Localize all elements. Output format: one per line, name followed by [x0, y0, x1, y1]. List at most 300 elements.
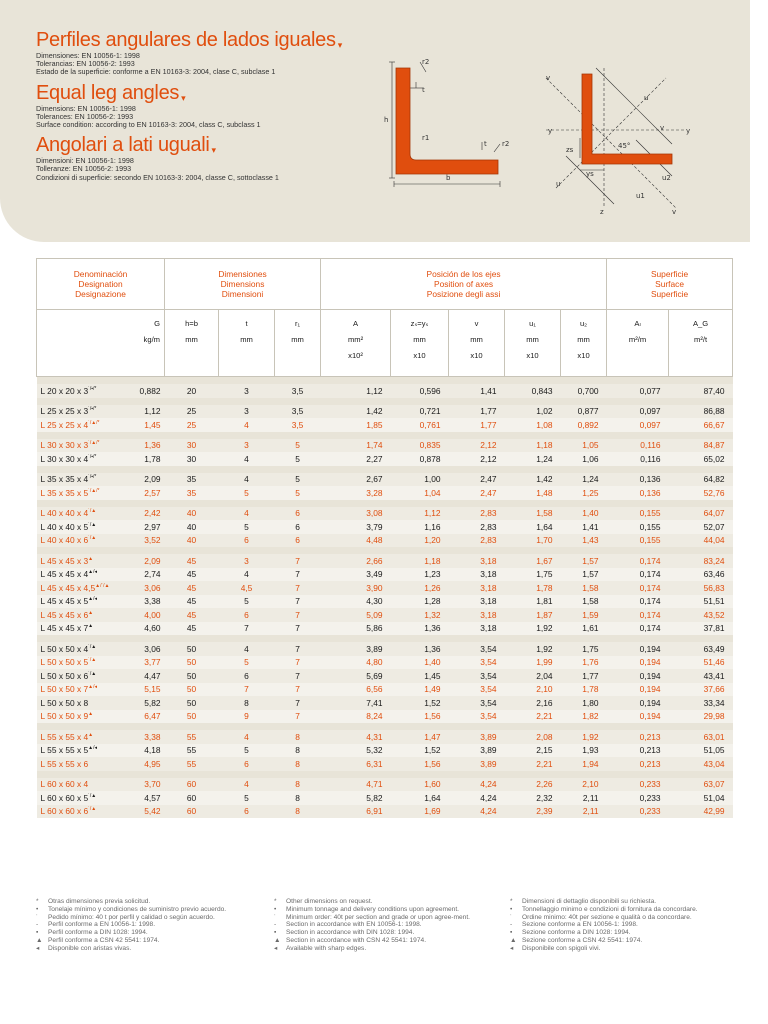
footnote-item — [274, 914, 494, 922]
designation-cell — [37, 669, 121, 683]
footnote-mark: ▪ — [274, 929, 277, 937]
footnote-text: Perfil conforme a CSN 42 5541: 1974. — [48, 936, 160, 944]
value-cell: 2,10 — [561, 778, 607, 792]
value-cell: 60 — [165, 778, 219, 792]
value-cell: 45 — [165, 554, 219, 568]
value-cell: 1,56 — [391, 757, 449, 771]
value-cell: 4,60 — [121, 622, 165, 636]
title-es-text: Perfiles angulares de lados iguales — [36, 29, 336, 51]
value-cell: 1,48 — [505, 486, 561, 500]
value-cell: 4,5 — [219, 581, 275, 595]
header-text — [36, 28, 356, 186]
footnote-marks: ▲/◂ — [88, 745, 98, 752]
footnote-mark: ◂ — [36, 944, 40, 952]
value-cell: 8 — [275, 805, 321, 819]
unit-header-line: r₁ — [294, 319, 301, 328]
value-cell: 40 — [165, 534, 219, 548]
table-row — [37, 554, 733, 568]
spec-line: Tolerances: EN 10056-2: 1993 — [36, 111, 134, 121]
value-cell: 5,69 — [321, 669, 391, 683]
value-cell: 1,94 — [561, 757, 607, 771]
value-cell: 0,233 — [607, 791, 669, 805]
value-cell: 3,89 — [449, 730, 505, 744]
spacer-cell — [37, 377, 733, 385]
value-cell: 2,09 — [121, 473, 165, 487]
value-cell: 2,97 — [121, 520, 165, 534]
value-cell: 0,116 — [607, 439, 669, 453]
table-row — [37, 439, 733, 453]
footnote-text: Minimum tonnage and delivery conditions upon agreement. — [286, 905, 460, 913]
footnote-mark: - — [274, 921, 277, 929]
value-cell: 8 — [275, 730, 321, 744]
value-cell: 3,54 — [449, 683, 505, 697]
designation-cell — [37, 608, 121, 622]
footnote-column — [36, 898, 256, 953]
value-cell: 4 — [219, 642, 275, 656]
designation-cell — [37, 439, 121, 453]
footnote-marks: ▲ — [88, 623, 94, 630]
group-header-row — [37, 259, 733, 310]
footnote-mark: * — [36, 898, 39, 905]
title-it — [36, 133, 356, 157]
value-cell: 51,51 — [669, 595, 733, 609]
value-cell: 1,00 — [391, 473, 449, 487]
spacer-cell — [37, 771, 733, 778]
value-cell: 1,16 — [391, 520, 449, 534]
value-cell: 4,80 — [321, 656, 391, 670]
designation-text: L 50 x 50 x 7 — [40, 684, 89, 695]
designation-text: L 45 x 45 x 4,5 — [40, 582, 96, 593]
value-cell: 0,155 — [607, 534, 669, 548]
value-cell: 50 — [165, 683, 219, 697]
designation-cell — [37, 452, 121, 466]
table-row — [37, 622, 733, 636]
footnote-text: Tonnellaggio minimo e condizioni di fornitura da concordare. — [522, 905, 698, 913]
value-cell: 45 — [165, 568, 219, 582]
table-row — [37, 744, 733, 758]
group-spacer — [37, 500, 733, 507]
designation-cell — [37, 507, 121, 521]
header-line: Posición de los ejes — [426, 269, 501, 279]
value-cell: 87,40 — [669, 384, 733, 398]
value-cell: 44,04 — [669, 534, 733, 548]
header-block-it — [36, 133, 356, 182]
value-cell: 4,95 — [121, 757, 165, 771]
value-cell: 1,42 — [321, 405, 391, 419]
value-cell: 4,57 — [121, 791, 165, 805]
value-cell: 2,09 — [121, 554, 165, 568]
footnote-marks: ˙/▲ — [88, 643, 97, 650]
value-cell: 2,12 — [449, 452, 505, 466]
value-cell: 5 — [219, 520, 275, 534]
value-cell: 0,843 — [505, 384, 561, 398]
designation-text: L 30 x 30 x 3 — [40, 440, 89, 451]
table-row — [37, 568, 733, 582]
spacer-cell — [37, 500, 733, 507]
designation-text: L 45 x 45 x 6 — [40, 609, 89, 620]
value-cell: 1,49 — [391, 683, 449, 697]
header-dimensions — [165, 259, 321, 310]
value-cell: 8 — [275, 744, 321, 758]
value-cell: 5 — [219, 744, 275, 758]
value-cell: 3,5 — [275, 384, 321, 398]
value-cell: 5 — [275, 452, 321, 466]
unit-header-line: m²/t — [694, 335, 708, 344]
value-cell: 42,99 — [669, 805, 733, 819]
value-cell: 0,155 — [607, 520, 669, 534]
value-cell: 4,71 — [321, 778, 391, 792]
footnote-text: Perfil conforme a DIN 1028: 1994. — [48, 929, 148, 937]
designation-text: L 45 x 45 x 7 — [40, 623, 89, 634]
value-cell: 1,64 — [391, 791, 449, 805]
footnote-item — [36, 945, 256, 953]
value-cell: 35 — [165, 486, 219, 500]
unit-header-line: G — [154, 319, 161, 328]
value-cell: 3,54 — [449, 710, 505, 724]
designation-cell — [37, 486, 121, 500]
header-line: Surface — [655, 279, 684, 289]
unit-header-cell — [449, 310, 505, 377]
value-cell: 1,45 — [121, 418, 165, 432]
value-cell: 6 — [219, 757, 275, 771]
value-cell: 2,83 — [449, 534, 505, 548]
value-cell: 45 — [165, 595, 219, 609]
unit-header-line — [37, 332, 121, 348]
value-cell: 29,98 — [669, 710, 733, 724]
value-cell: 5 — [275, 439, 321, 453]
value-cell: 0,174 — [607, 622, 669, 636]
footnote-mark: ◂ — [274, 944, 278, 952]
value-cell: 1,77 — [561, 669, 607, 683]
table-row — [37, 595, 733, 609]
value-cell: 1,12 — [321, 384, 391, 398]
value-cell: 1,06 — [561, 452, 607, 466]
table-row — [37, 405, 733, 419]
label-y-2: y — [686, 127, 691, 135]
value-cell: 2,32 — [505, 791, 561, 805]
designation-cell — [37, 581, 121, 595]
unit-header-line: mm — [291, 335, 304, 344]
value-cell: 0,174 — [607, 595, 669, 609]
group-spacer — [37, 466, 733, 473]
value-cell: 1,12 — [391, 507, 449, 521]
footnote-marks: ˙/▲/* — [88, 440, 100, 447]
value-cell: 35 — [165, 473, 219, 487]
value-cell: 1,85 — [321, 418, 391, 432]
value-cell: 63,07 — [669, 778, 733, 792]
footnote-text: Minimum order: 40t per section and grade or upon agree-ment. — [286, 913, 470, 921]
value-cell: 4,30 — [321, 595, 391, 609]
spacer-cell — [37, 723, 733, 730]
footnote-marks: ˙/▲ — [88, 657, 97, 664]
value-cell: 6 — [219, 669, 275, 683]
spacer-cell — [37, 635, 733, 642]
spacer-cell — [37, 432, 733, 439]
triangle-icon: ▾ — [337, 40, 342, 50]
value-cell: 2,83 — [449, 507, 505, 521]
designation-cell — [37, 778, 121, 792]
unit-header-line: A — [352, 319, 359, 328]
footnote-text: Other dimensions on request. — [286, 898, 373, 905]
value-cell: 0,097 — [607, 405, 669, 419]
value-cell: 6 — [275, 507, 321, 521]
designation-text: L 20 x 20 x 3 — [40, 385, 89, 396]
value-cell: 2,83 — [449, 520, 505, 534]
value-cell: 1,67 — [505, 554, 561, 568]
designation-cell — [37, 757, 121, 771]
value-cell: 3,08 — [321, 507, 391, 521]
value-cell: 3 — [219, 405, 275, 419]
unit-header-cell — [561, 310, 607, 377]
designation-text: L 50 x 50 x 5 — [40, 657, 89, 668]
value-cell: 2,04 — [505, 669, 561, 683]
unit-header-line: kg/m — [143, 335, 161, 344]
designation-cell — [37, 744, 121, 758]
value-cell: 1,64 — [505, 520, 561, 534]
group-spacer — [37, 771, 733, 778]
value-cell: 1,58 — [561, 581, 607, 595]
footnote-mark: ▪ — [36, 929, 39, 937]
value-cell: 6 — [275, 520, 321, 534]
value-cell: 1,12 — [121, 405, 165, 419]
footnote-marks: ˙/▲ — [88, 535, 97, 542]
footnote-text: Perfil conforme a EN 10056-1: 1998. — [48, 921, 156, 929]
designation-text: L 25 x 25 x 4 — [40, 419, 89, 430]
footnote-text: Disponible con aristas vivas. — [48, 944, 132, 952]
footnote-text: Sezione conforme a CSN 42 5541: 1974. — [522, 936, 643, 944]
value-cell: 5,86 — [321, 622, 391, 636]
value-cell: 7 — [275, 581, 321, 595]
value-cell: 45 — [165, 581, 219, 595]
unit-header-line: mm² — [347, 335, 364, 344]
table-row — [37, 669, 733, 683]
value-cell: 20 — [165, 384, 219, 398]
designation-cell — [37, 384, 121, 398]
value-cell: 43,04 — [669, 757, 733, 771]
value-cell: 3,54 — [449, 642, 505, 656]
value-cell: 1,36 — [391, 622, 449, 636]
value-cell: 8 — [275, 757, 321, 771]
value-cell: 8 — [219, 696, 275, 710]
label-u-1: u — [644, 94, 649, 102]
footnote-mark: • — [36, 905, 39, 913]
designation-cell — [37, 730, 121, 744]
table-row — [37, 642, 733, 656]
value-cell: 37,81 — [669, 622, 733, 636]
value-cell: 2,67 — [321, 473, 391, 487]
value-cell: 1,82 — [561, 710, 607, 724]
value-cell: 0,097 — [607, 418, 669, 432]
value-cell: 1,04 — [391, 486, 449, 500]
unit-header-line: mm — [526, 335, 539, 344]
value-cell: 0,882 — [121, 384, 165, 398]
footnote-marks: ˙/▪/* — [88, 406, 97, 413]
value-cell: 65,02 — [669, 452, 733, 466]
value-cell: 55 — [165, 730, 219, 744]
value-cell: 0,721 — [391, 405, 449, 419]
value-cell: 64,07 — [669, 507, 733, 521]
group-spacer — [37, 398, 733, 405]
unit-header-line: u₂ — [579, 319, 588, 328]
value-cell: 0,233 — [607, 778, 669, 792]
header-block-en — [36, 81, 356, 130]
value-cell: 7 — [275, 568, 321, 582]
value-cell: 1,69 — [391, 805, 449, 819]
header-line: Designazione — [75, 289, 126, 299]
value-cell: 5 — [275, 473, 321, 487]
value-cell: 7 — [275, 683, 321, 697]
value-cell: 0,136 — [607, 486, 669, 500]
value-cell: 8,24 — [321, 710, 391, 724]
value-cell: 7 — [275, 656, 321, 670]
footnote-text: Pedido mínimo: 40 t por perfil y calidad o según acuerdo. — [48, 913, 215, 921]
footnote-column — [274, 898, 494, 953]
header-line: Dimensioni — [221, 289, 264, 299]
value-cell: 3,18 — [449, 622, 505, 636]
value-cell: 37,66 — [669, 683, 733, 697]
value-cell: 3,5 — [275, 418, 321, 432]
value-cell: 1,59 — [561, 608, 607, 622]
footnote-mark: - — [510, 921, 513, 929]
value-cell: 4 — [219, 418, 275, 432]
unit-header-line: x10 — [577, 351, 590, 360]
label-v-3: v — [672, 208, 677, 216]
value-cell: 5 — [219, 791, 275, 805]
value-cell: 6 — [219, 534, 275, 548]
value-cell: 6 — [219, 805, 275, 819]
footnote-text: Ordine minimo: 40t per sezione e qualità o da concordare. — [522, 913, 692, 921]
value-cell: 40 — [165, 507, 219, 521]
label-r1: r1 — [422, 134, 430, 142]
unit-header-cell — [391, 310, 449, 377]
footnote-item — [510, 906, 730, 914]
designation-text: L 50 x 50 x 4 — [40, 643, 89, 654]
value-cell: 1,77 — [449, 418, 505, 432]
value-cell: 0,877 — [561, 405, 607, 419]
table-row — [37, 710, 733, 724]
value-cell: 6,31 — [321, 757, 391, 771]
designation-cell — [37, 473, 121, 487]
value-cell: 7 — [275, 622, 321, 636]
value-cell: 7 — [275, 608, 321, 622]
value-cell: 1,78 — [561, 683, 607, 697]
footnote-mark: * — [510, 898, 513, 905]
spec-line: Tolerancias: EN 10056-2: 1993 — [36, 59, 135, 69]
value-cell: 8 — [275, 791, 321, 805]
group-spacer — [37, 635, 733, 642]
footnote-marks: ▲ — [88, 711, 94, 718]
designation-text: L 40 x 40 x 6 — [40, 535, 89, 546]
value-cell: 2,42 — [121, 507, 165, 521]
designation-text: L 35 x 35 x 5 — [40, 487, 89, 498]
table-row — [37, 452, 733, 466]
designation-cell — [37, 534, 121, 548]
unit-header-row — [37, 310, 733, 377]
value-cell: 0,700 — [561, 384, 607, 398]
table-row — [37, 683, 733, 697]
footnote-item — [510, 937, 730, 945]
value-cell: 2,66 — [321, 554, 391, 568]
value-cell: 50 — [165, 710, 219, 724]
value-cell: 3,28 — [321, 486, 391, 500]
designation-text: L 45 x 45 x 5 — [40, 596, 89, 607]
value-cell: 1,78 — [505, 581, 561, 595]
label-r2-top: r2 — [422, 58, 430, 66]
value-cell: 4 — [219, 778, 275, 792]
footnote-marks: ˙/▲ — [88, 670, 97, 677]
title-en-text: Equal leg angles — [36, 81, 180, 104]
value-cell: 30 — [165, 439, 219, 453]
spec-line: Tolleranze: EN 10056-2: 1993 — [36, 164, 132, 174]
designation-text: L 55 x 55 x 6 — [40, 758, 89, 769]
axes-position-diagram — [536, 58, 696, 218]
value-cell: 3,18 — [449, 608, 505, 622]
designation-text: L 50 x 50 x 8 — [40, 697, 89, 708]
value-cell: 1,41 — [449, 384, 505, 398]
value-cell: 52,07 — [669, 520, 733, 534]
value-cell: 4,00 — [121, 608, 165, 622]
value-cell: 5 — [219, 595, 275, 609]
label-y-1: y — [548, 127, 553, 135]
footnote-mark: ˙ — [274, 913, 277, 921]
label-h: h — [384, 116, 389, 124]
label-z: z — [600, 208, 604, 216]
table-row — [37, 486, 733, 500]
footnote-item — [36, 898, 256, 906]
designation-cell — [37, 568, 121, 582]
label-zs: zs — [566, 146, 574, 154]
value-cell: 2,11 — [561, 805, 607, 819]
value-cell: 2,10 — [505, 683, 561, 697]
footnote-marks: ˙/▪/* — [88, 385, 97, 392]
designation-text: L 45 x 45 x 4 — [40, 569, 89, 580]
group-spacer — [37, 432, 733, 439]
footnote-mark: ▲ — [510, 936, 517, 944]
footnote-marks: ˙/▲/* — [88, 487, 100, 494]
footnote-mark: • — [274, 905, 277, 913]
value-cell: 5,82 — [321, 791, 391, 805]
value-cell: 1,41 — [561, 520, 607, 534]
unit-header-line: x10 — [413, 351, 426, 360]
value-cell: 2,15 — [505, 744, 561, 758]
table-row — [37, 805, 733, 819]
designation-cell — [37, 642, 121, 656]
header-surface — [607, 259, 733, 310]
value-cell: 6 — [275, 534, 321, 548]
unit-header-line: mm — [577, 335, 590, 344]
designation-text: L 60 x 60 x 6 — [40, 806, 89, 817]
value-cell: 1,57 — [561, 568, 607, 582]
value-cell: 1,74 — [321, 439, 391, 453]
footnote-marks: ˙/▲ — [88, 508, 97, 515]
designation-text: L 45 x 45 x 3 — [40, 555, 89, 566]
value-cell: 7 — [219, 683, 275, 697]
value-cell: 0,596 — [391, 384, 449, 398]
value-cell: 55 — [165, 744, 219, 758]
value-cell: 3,77 — [121, 656, 165, 670]
designation-text: L 55 x 55 x 4 — [40, 731, 89, 742]
value-cell: 7 — [275, 642, 321, 656]
value-cell: 3,38 — [121, 595, 165, 609]
footnote-text: Sezione conforme a DIN 1028: 1994. — [522, 929, 631, 937]
unit-header-line: u₁ — [529, 319, 536, 328]
value-cell: 1,75 — [561, 642, 607, 656]
value-cell: 1,92 — [561, 730, 607, 744]
spec-line: Estado de la superficie: conforme a EN 10163-3: 2004, clase C, subclase 1 — [36, 67, 276, 77]
unit-header-line: v — [474, 319, 479, 328]
value-cell: 1,28 — [391, 595, 449, 609]
value-cell: 2,57 — [121, 486, 165, 500]
